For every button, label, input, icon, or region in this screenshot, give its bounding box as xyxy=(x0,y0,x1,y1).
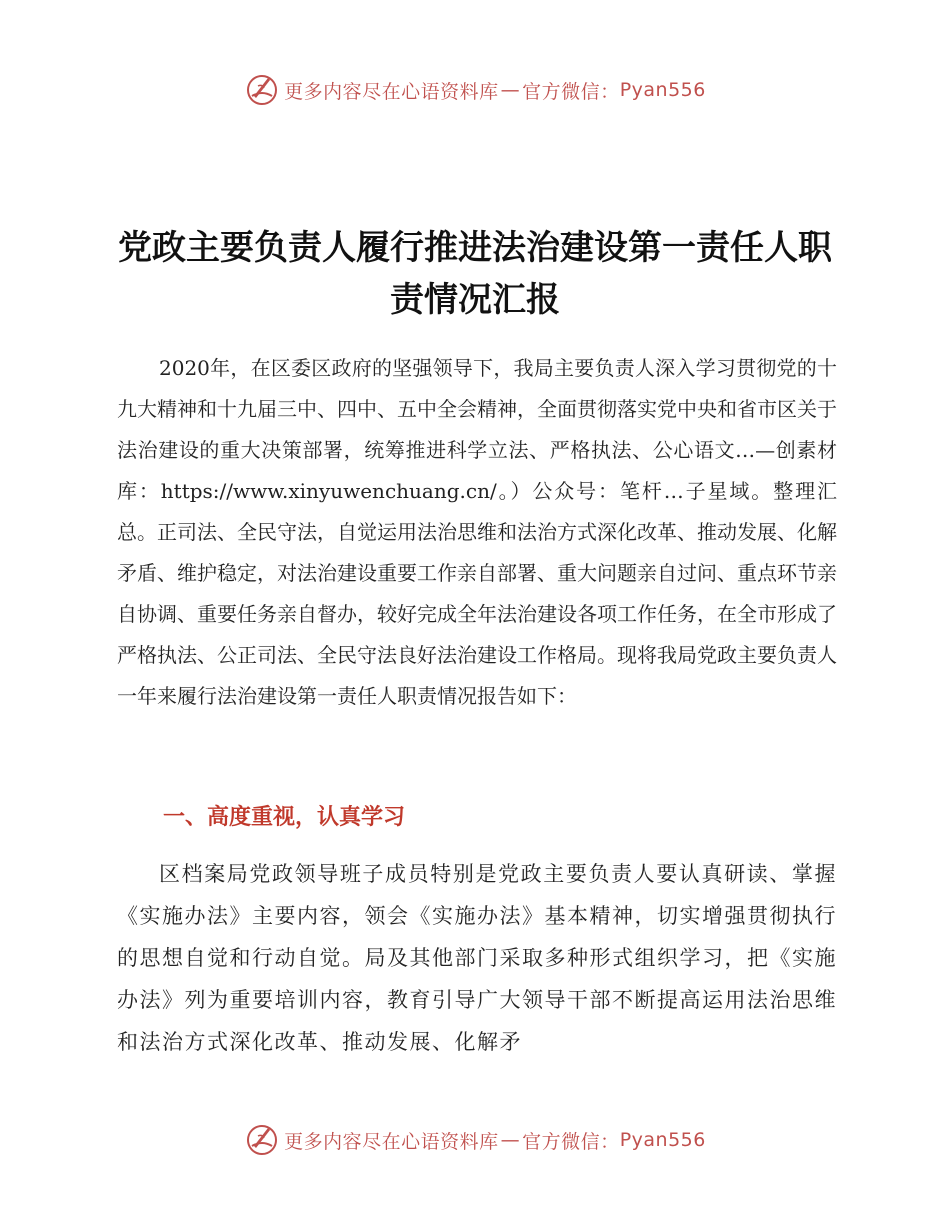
section-1-paragraph: 区档案局党政领导班子成员特别是党政主要负责人要认真研读、掌握《实施办法》主要内容，领会《实施办法》基本精神，切实增强贯彻执行的思想自觉和行动自觉。局及其他部门采取多种形式组织学习，把《实施办法》列为重要培训内容，教育引导广大领导干部不断提高运用法治思维和法治方式深化改革、推动发展、化解矛 xyxy=(117,862,837,1054)
document-title xyxy=(100,222,850,326)
title-line-2: 责情况汇报 xyxy=(390,280,560,320)
section-heading-1: 一、高度重视，认真学习 xyxy=(163,805,406,830)
banner-text: 更多内容尽在心语资料库 xyxy=(284,1130,499,1153)
book-quill-logo-icon xyxy=(244,1122,280,1158)
banner-text: 更多内容尽在心语资料库 xyxy=(284,80,499,103)
banner-wechat-id: Pyan556 xyxy=(619,79,706,101)
book-quill-logo-icon xyxy=(244,72,280,108)
intro-paragraph: 2020年，在区委区政府的坚强领导下，我局主要负责人深入学习贯彻党的十九大精神和十九届三中、四中、五中全会精神，全面贯彻落实党中央和省市区关于法治建设的重大决策部署，统筹推进科学立法、严格执法、公心语文…—创素材库：https://www.xinyuwenchuang.cn/。）公众号：笔杆…子星域。整理汇总。正司法、全民守法，自觉运用法治思维和法治方式深化改革、推动发展、化解矛盾、维护稳定，对法治建设重要工作亲自部署、重大问题亲自过问、重点环节亲自协调、重要任务亲自督办，较好完成全年法治建设各项工作任务，在全市形成了严格执法、公正司法、全民守法良好法治建设工作格局。现将我局党政主要负责人一年来履行法治建设第一责任人职责情况报告如下： xyxy=(117,356,837,708)
banner-dash: — xyxy=(500,1129,521,1151)
header-watermark-banner xyxy=(0,70,950,110)
banner-dash: — xyxy=(500,79,521,101)
footer-watermark-banner xyxy=(0,1120,950,1160)
banner-wechat-id: Pyan556 xyxy=(619,1129,706,1151)
title-line-1: 党政主要负责人履行推进法治建设第一责任人职 xyxy=(118,228,832,268)
banner-official-label: 官方微信： xyxy=(522,80,620,103)
banner-official-label: 官方微信： xyxy=(522,1130,620,1153)
